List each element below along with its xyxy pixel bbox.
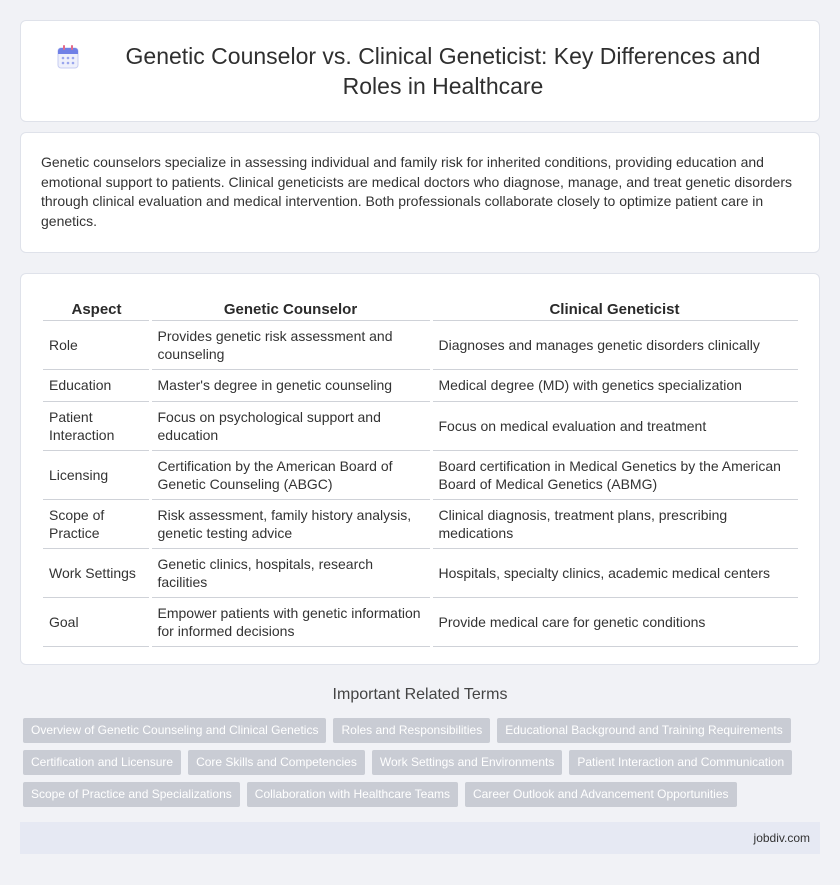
tag-scope-of-practice[interactable]: Scope of Practice and Specializations xyxy=(23,782,240,807)
related-terms-tags xyxy=(23,718,823,814)
tag-overview[interactable]: Overview of Genetic Counseling and Clinical Genetics xyxy=(23,718,326,743)
table-row xyxy=(43,499,798,548)
table-row xyxy=(43,548,798,597)
table-row xyxy=(43,369,798,401)
footer-site-link[interactable]: jobdiv.com xyxy=(753,831,810,845)
table-cell: Master's degree in genetic counseling xyxy=(150,369,431,401)
table-cell: Hospitals, specialty clinics, academic medical centers xyxy=(431,548,798,597)
table-cell: Empower patients with genetic information for informed decisions xyxy=(150,597,431,646)
header-clinical-geneticist: Clinical Geneticist xyxy=(431,294,798,320)
table-row xyxy=(43,450,798,499)
table-cell: Provides genetic risk assessment and counseling xyxy=(150,320,431,369)
related-terms-heading: Important Related Terms xyxy=(332,686,508,703)
table-row xyxy=(43,401,798,450)
tag-work-settings[interactable]: Work Settings and Environments xyxy=(372,750,563,775)
header-genetic-counselor: Genetic Counselor xyxy=(150,294,431,320)
tag-patient-interaction[interactable]: Patient Interaction and Communication xyxy=(569,750,792,775)
table-cell: Provide medical care for genetic conditions xyxy=(431,597,798,646)
table-cell: Role xyxy=(43,320,150,369)
table-cell: Board certification in Medical Genetics by the American Board of Medical Genetics (ABMG) xyxy=(431,450,798,499)
table-cell: Goal xyxy=(43,597,150,646)
header-aspect: Aspect xyxy=(43,294,150,320)
page-title: Genetic Counselor vs. Clinical Geneticist: Key Differences and Roles in Healthcare xyxy=(125,43,761,99)
table-cell: Education xyxy=(43,369,150,401)
table-cell: Focus on medical evaluation and treatment xyxy=(431,401,798,450)
table-cell: Genetic clinics, hospitals, research facilities xyxy=(150,548,431,597)
table-cell: Patient Interaction xyxy=(43,401,150,450)
tag-certification[interactable]: Certification and Licensure xyxy=(23,750,181,775)
table-cell: Focus on psychological support and education xyxy=(150,401,431,450)
table-cell: Clinical diagnosis, treatment plans, prescribing medications xyxy=(431,499,798,548)
table-cell: Risk assessment, family history analysis, genetic testing advice xyxy=(150,499,431,548)
tag-roles[interactable]: Roles and Responsibilities xyxy=(333,718,490,743)
table-cell: Licensing xyxy=(43,450,150,499)
tag-career-outlook[interactable]: Career Outlook and Advancement Opportunities xyxy=(465,782,736,807)
footer xyxy=(20,822,820,854)
table-cell: Work Settings xyxy=(43,548,150,597)
tag-education[interactable]: Educational Background and Training Requirements xyxy=(497,718,791,743)
table-row xyxy=(43,597,798,646)
table-cell: Scope of Practice xyxy=(43,499,150,548)
intro-card xyxy=(20,132,820,253)
table-cell: Medical degree (MD) with genetics specialization xyxy=(431,369,798,401)
comparison-table xyxy=(43,294,798,647)
comparison-table-card xyxy=(20,273,820,665)
calendar-icon xyxy=(57,45,79,69)
table-cell: Diagnoses and manages genetic disorders clinically xyxy=(431,320,798,369)
tag-core-skills[interactable]: Core Skills and Competencies xyxy=(188,750,365,775)
table-header-row xyxy=(43,294,798,320)
tag-collaboration[interactable]: Collaboration with Healthcare Teams xyxy=(247,782,458,807)
table-row xyxy=(43,320,798,369)
intro-paragraph: Genetic counselors specialize in assessing individual and family risk for inherited conditions, providing education and emotional support to patients. Clinical geneticists are medical doctors who diagnose, manage, and treat genetic disorders through clinical evaluation and medical intervention. Both professionals collaborate closely to optimize patient care in genetics. xyxy=(41,154,792,229)
table-cell: Certification by the American Board of Genetic Counseling (ABGC) xyxy=(150,450,431,499)
header-card xyxy=(20,20,820,122)
